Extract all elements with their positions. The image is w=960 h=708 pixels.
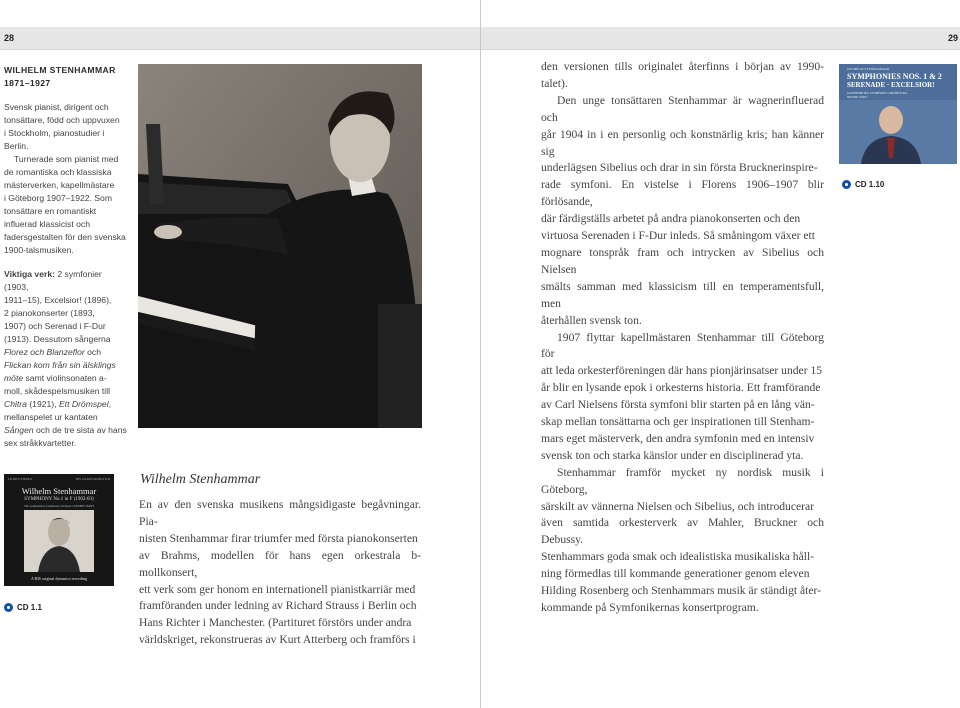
bio-line: de romantiska och klassiska [4,167,112,177]
photo-caption: Wilhelm Stenhammar [140,472,261,487]
body-line: En av den svenska musikens mångsidigaste begåvningar. Pia- [139,498,421,528]
body-line: rade symfoni. En vistelse i Florens 1906–1907 blir förlösande, [541,178,824,209]
works-line: Sången och de tre sista av hans [4,425,127,435]
works-line: Viktiga verk: 2 symfonier (1903, [4,269,102,292]
cd-disc-icon [4,603,13,612]
body-line: världskriget, rekonstrueras av Kurt Atterberg och framförs i [139,633,416,647]
body-line: 1907 flyttar kapellmästaren Stenhammar till Göteborg för [541,330,824,361]
page-number-left: 28 [4,33,15,43]
album-portrait [24,510,94,572]
works-line: 2 pianokonserter (1893, [4,308,95,318]
body-text-left [139,497,421,649]
bio-line: tonsättare, född och uppvuxen [4,115,120,125]
body-line: smälts samman med klassicism till en temperamentsfull, men [541,279,824,310]
body-line: återhållen svensk ton. [541,313,642,327]
body-line: kommande på Symfonikernas konsertprogram. [541,601,759,614]
body-line: mars eget mästerverk, den andra symfonin med en intensiv [541,431,815,445]
album-conductor-portrait [839,100,957,164]
works-line: Florez och Blanzeflor och [4,347,101,357]
album-title: SYMPHONIES NOS. 1 & 2 [847,72,942,81]
works-line: mellanspelet ur kantaten [4,412,98,422]
body-line: underlägsen Sibelius och drar in sin första Brucknerinspire- [541,161,818,175]
works-line: Flickan kom från sin älsklings [4,360,116,370]
body-line: nisten Stenhammar firar triumfer med första pianokonserten [139,531,418,545]
bio-line: Svensk pianist, dirigent och [4,102,109,112]
works-line: möte samt violinsonaten a- [4,373,107,383]
sidebar-title-name: WILHELM STENHAMMAR [4,65,116,75]
cd-reference-1 [4,603,42,612]
body-text-right [541,59,824,617]
body-line: att leda orkesterföreningen där hans pionjärinsatser under 15 [541,364,823,378]
cd-reference-10 [842,180,884,189]
bio-line: fadersgestalten för den svenska [4,232,126,242]
body-line: Den unge tonsättaren Stenhammar är wagnerinfluerad och [541,93,824,124]
works-line: 1911–15), Excelsior! (1896), [4,295,112,305]
bio-line: i Göteborg 1907–1922. Som [4,193,112,203]
works-label: Viktiga verk: [4,269,55,279]
body-line: går 1904 in i en personlig och konstnärlig kris; han känner sig [541,127,824,158]
album-composer: Wilhelm Stenhammar [21,486,97,496]
bio-line: Berlin. [4,141,29,151]
works-line: 1907) och Serenad i F-Dur [4,321,106,331]
works-line: sex stråkkvartetter. [4,438,77,448]
body-line: mognare tonspråk fram och intrycken av Sibelius och Nielsen [541,245,824,276]
body-line: framföranden under ledning av Richard Strauss i Berlin och [139,599,417,613]
body-line: skap mellan tonsättarna och ger inspirationen till Stenham- [541,415,815,429]
works-line: moll, skådespelsmusiken till [4,386,111,396]
works-line: (1913). Dessutom sångerna [4,334,111,344]
body-line: Hans Richter i Manchester. (Partituret förstörs under andra [139,616,412,630]
cd-label: CD 1.10 [855,180,885,189]
page-number-right: 29 [947,33,958,43]
body-line: Hilding Rosenberg och Stenhammars musik är ständigt åter- [541,584,822,598]
bio-line: tonsättare en romantiskt [4,206,97,216]
body-line: Stenhammar framför mycket ny nordisk musik i Göteborg, [541,465,824,496]
body-line: särskilt av vännerna Nielsen och Sibelius, och introducerar [541,499,815,513]
bio-line: 1900-talsmusiken. [4,245,74,255]
header-band [0,27,480,50]
album-cover-symphony-1: CD BIS 8 STEREO BIS-CD-ROSTROPOVICH Wilhelm Stenhammar SYMPHONY No.1 in F (1902-03) The Gothenburg Symphony Orchestra NEEME JÄRVI A BIS original dynamics recording [4,474,114,586]
cd-label: CD 1.1 [17,603,42,612]
album-cover-symphonies-1-2: WILHELM STENHAMMAR SYMPHONIES NOS. 1 & 2 SERENADE · EXCELSIOR! GOTHENBURG SYMPHONY ORCHESTRA NEEME JÄRVI [839,64,957,164]
bio-line: Turnerade som pianist med [14,154,119,164]
body-line: där färdigställs arbetet på andra pianokonserten och den [541,212,801,226]
body-line: år blir en lysande epok i orkesterns historia. Ett framförande [541,381,821,395]
album-work: SYMPHONY No.1 in F (1902-03) [24,497,94,502]
body-line: av Carl Nielsens första symfoni blir starten på en lång vän- [541,398,815,412]
right-page [481,0,960,708]
body-line: Stenhammars goda smak och idealistiska musikaliska håll- [541,550,815,564]
header-band [481,27,960,50]
works-line: Chitra (1921), Ett Drömspel, [4,399,112,409]
body-line: ning förmedlas till kommande generationer genom eleven [541,567,810,581]
sidebar-title-years: 1871–1927 [4,78,51,88]
body-line: ett verk som ger honom en internationell pianistkarriär med [139,582,416,596]
body-line: av Brahms, modellen för hans egen orkestrala b-mollkonsert, [139,548,421,579]
body-line: svensk ton och starka känslor under en disciplinerad yta. [541,448,804,462]
bio-line: mästerverken, kapellmästare [4,180,115,190]
bio-line: i Stockholm, pianostudier i [4,128,105,138]
body-line: virtuosa Serenaden i F-Dur inleds. Så småningom växer ett [541,229,816,243]
cd-disc-icon [842,180,851,189]
body-line: även samtida orkesterverk av Mahler, Bruckner och Debussy. [541,516,824,547]
sidebar-bio [4,64,128,450]
bio-line: influerad klassicist och [4,219,90,229]
portrait-photo [138,64,422,428]
body-line: den versionen tills originalet återfinns i början av 1990-talet). [541,60,824,90]
